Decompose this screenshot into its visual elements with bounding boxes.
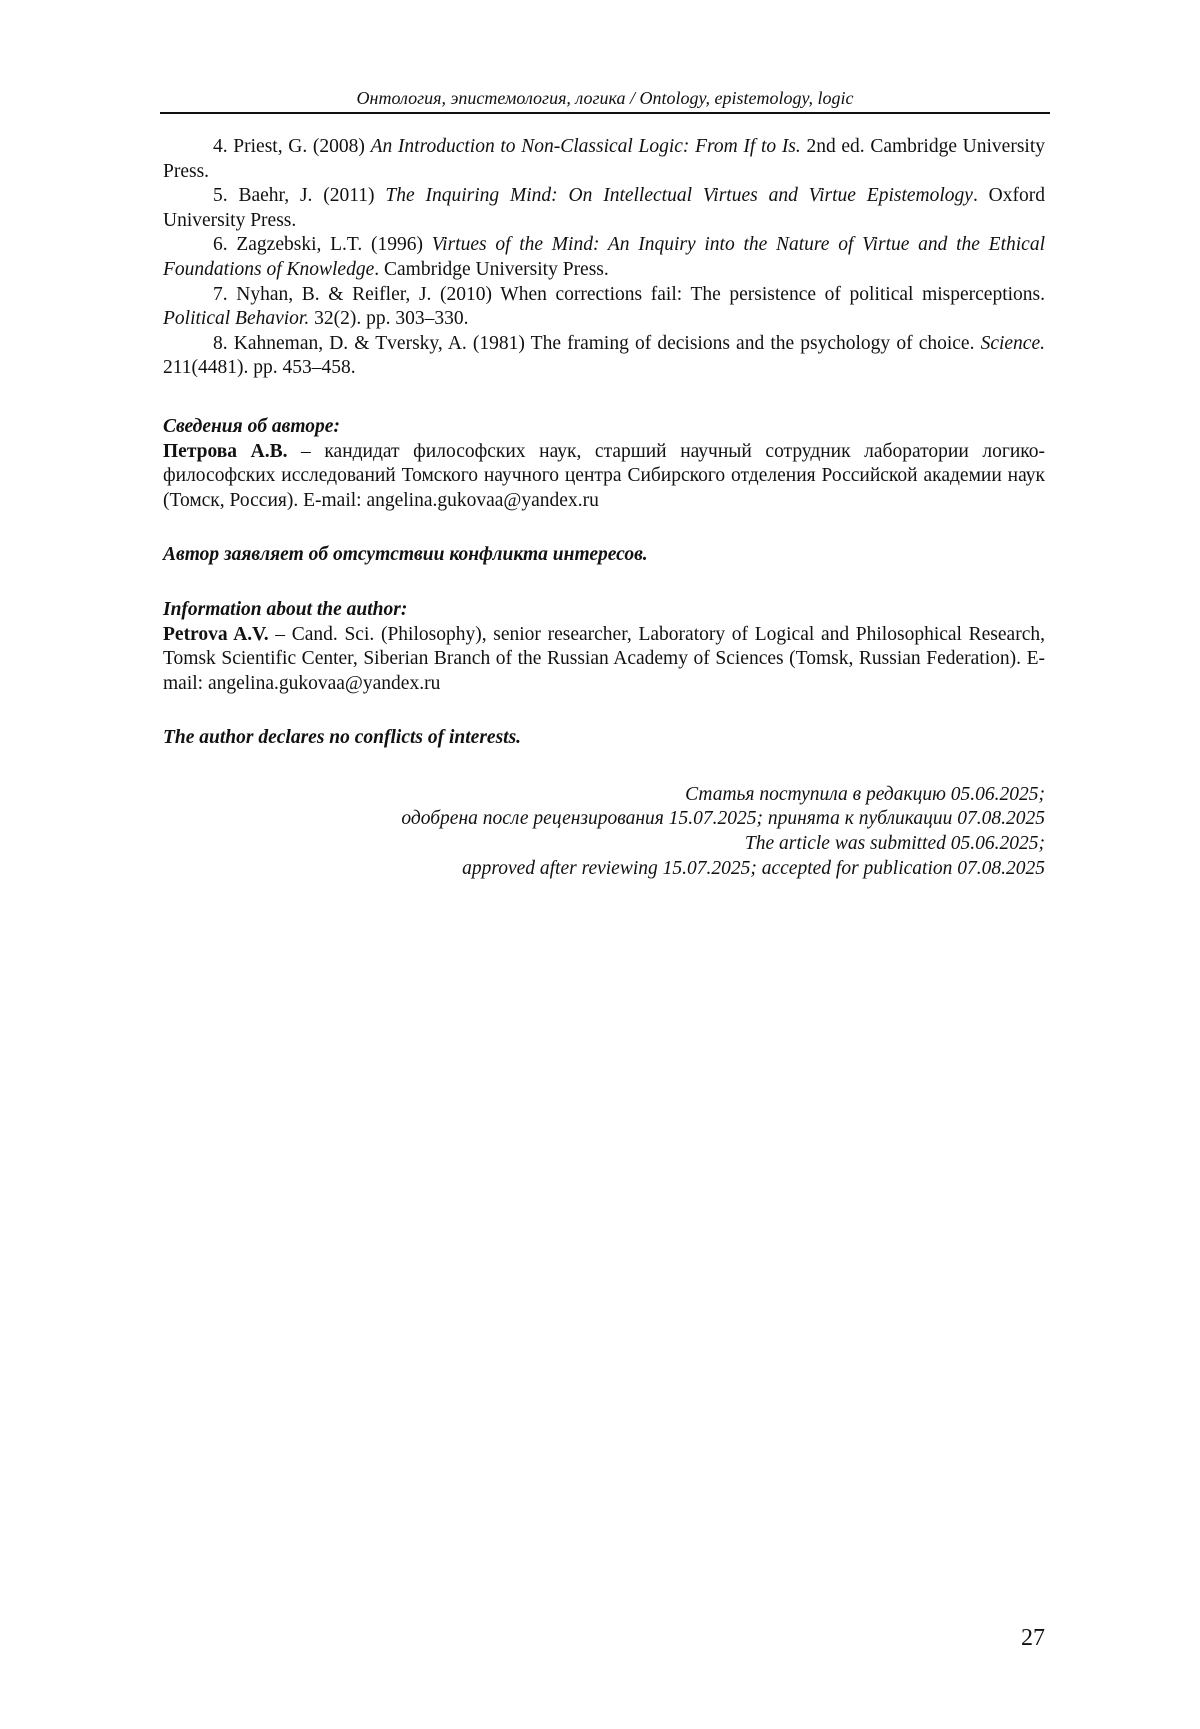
reference-item	[163, 233, 1045, 282]
date-line: The article was submitted 05.06.2025;	[744, 833, 1045, 855]
reference-text: 6. Zagzebski, L.T. (1996)	[213, 234, 432, 256]
running-header: Онтология, эпистемология, логика / Ontology, epistemology, logic	[356, 88, 854, 108]
reference-title: Political Behavior.	[163, 308, 310, 330]
author-info-ru-heading: Сведения об авторе:	[163, 415, 340, 437]
author-description-ru: – кандидат философских наук, старший научный сотрудник лаборатории логико-философских исследований Томского научного центра Сибирского отделения Российской академии наук (Томск, Россия). E-mail: angelina.gukovaa@yandex.ru	[163, 440, 1045, 511]
reference-item	[163, 283, 1045, 332]
reference-title: Science.	[980, 332, 1045, 354]
references-list	[163, 135, 1045, 381]
reference-item	[163, 332, 1045, 381]
author-name-en: Petrova A.V.	[163, 623, 269, 645]
reference-text: . Cambridge University Press.	[374, 258, 609, 280]
page-content	[163, 135, 1045, 881]
reference-text: 5. Baehr, J. (2011)	[213, 185, 386, 207]
reference-text: . Oxford University Press.	[163, 185, 1045, 231]
reference-title: The Inquiring Mind: On Intellectual Virtues and Virtue Epistemology	[385, 185, 973, 207]
author-info-en-heading: Information about the author:	[163, 598, 408, 620]
author-name-ru: Петрова А.В.	[163, 440, 288, 462]
page-number: 27	[1021, 1625, 1045, 1651]
reference-text: 7. Nyhan, B. & Reifler, J. (2010) When corrections fail: The persistence of political misperceptions.	[213, 283, 1045, 305]
reference-item	[163, 184, 1045, 233]
reference-text: 4. Priest, G. (2008)	[213, 136, 371, 157]
reference-text: 8. Kahneman, D. & Tversky, A. (1981) The framing of decisions and the psychology of choice.	[213, 332, 981, 354]
reference-text: 2nd ed. Cambridge University Press.	[163, 136, 1045, 182]
article-dates	[163, 783, 1045, 881]
author-info-ru	[163, 415, 1045, 513]
date-line: Статья поступила в редакцию 05.06.2025;	[685, 783, 1045, 805]
conflict-declaration-ru: Автор заявляет об отсутствии конфликта интересов.	[163, 544, 648, 566]
header-rule	[160, 112, 1050, 114]
date-line: approved after reviewing 15.07.2025; accepted for publication 07.08.2025	[462, 857, 1045, 879]
author-description-en: – Cand. Sci. (Philosophy), senior researcher, Laboratory of Logical and Philosophical Research, Tomsk Scientific Center, Siberian Branch of the Russian Academy of Sciences (Tomsk, Russian Federation). E-mail: angelina.gukovaa@yandex.ru	[163, 623, 1045, 694]
author-info-ru-text	[163, 440, 1045, 514]
reference-title: Virtues of the Mind: An Inquiry into the Nature of Virtue and the Ethical Foundations of Knowledge	[163, 234, 1045, 280]
author-info-en-text	[163, 623, 1045, 697]
reference-title: An Introduction to Non-Classical Logic: From If to Is.	[370, 136, 801, 157]
author-info-en	[163, 598, 1045, 696]
reference-item	[163, 135, 1045, 184]
reference-text: 32(2). pp. 303–330.	[309, 308, 469, 330]
date-line: одобрена после рецензирования 15.07.2025; принята к публикации 07.08.2025	[401, 808, 1045, 830]
conflict-declaration-en: The author declares no conflicts of interests.	[163, 727, 522, 749]
reference-text: 211(4481). pp. 453–458.	[163, 357, 356, 379]
